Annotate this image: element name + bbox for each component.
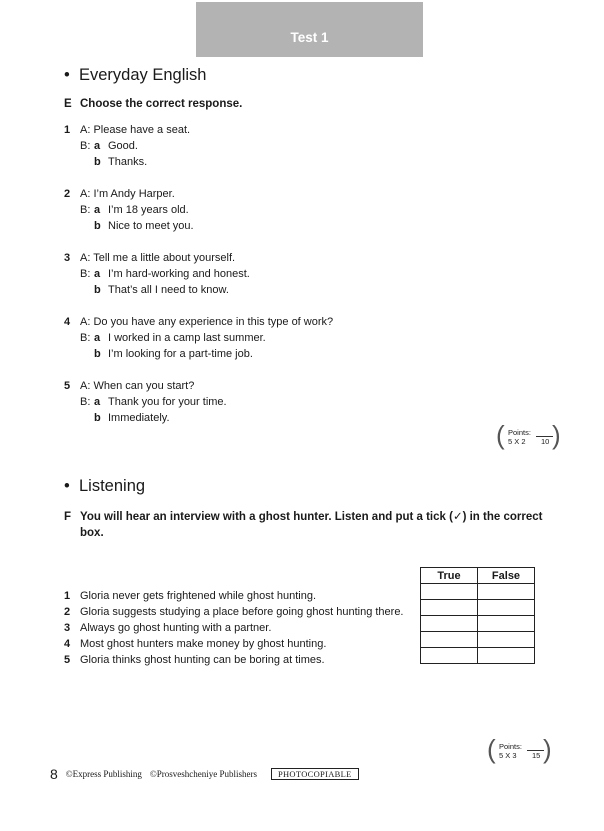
question-prompt: A: When can you start?	[80, 380, 195, 392]
response-prefix: B:	[80, 332, 91, 344]
question-prompt: A: Do you have any experience in this type of work?	[80, 316, 334, 328]
tick-box-true[interactable]	[421, 600, 478, 616]
option-a: I’m hard-working and honest.	[108, 268, 250, 280]
option-letter-a: a	[94, 140, 101, 152]
true-false-table	[420, 567, 535, 664]
left-bracket: (	[496, 420, 505, 450]
photocopiable-label: PHOTOCOPIABLE	[271, 768, 359, 780]
instruction-text-continued: box.	[80, 527, 104, 539]
left-bracket: (	[487, 734, 496, 764]
response-prefix: B:	[80, 268, 91, 280]
option-b: That’s all I need to know.	[108, 284, 229, 296]
option-b: Thanks.	[108, 156, 148, 168]
instruction-f	[64, 509, 574, 541]
response-prefix: B:	[80, 396, 91, 408]
publisher-credit-2: ©Prosveshcheniye Publishers	[149, 769, 257, 779]
option-letter-b: b	[94, 412, 101, 424]
option-letter-a: a	[94, 396, 101, 408]
question-prompt: A: I’m Andy Harper.	[80, 188, 175, 200]
test-title: Test 1	[290, 30, 329, 45]
question-1	[64, 122, 190, 170]
list-item: 2 Gloria suggests studying a place before going ghost hunting there.	[64, 606, 404, 618]
question-number: 1	[64, 124, 71, 136]
table-row	[421, 616, 535, 632]
table-row	[421, 600, 535, 616]
tick-box-true[interactable]	[421, 584, 478, 600]
option-a: I worked in a camp last summer.	[108, 332, 266, 344]
table-row	[421, 632, 535, 648]
option-b: Immediately.	[108, 412, 170, 424]
option-letter-b: b	[94, 348, 101, 360]
question-number: 4	[64, 316, 71, 328]
right-bracket: )	[543, 734, 552, 764]
list-item: 3 Always go ghost hunting with a partner.	[64, 622, 272, 634]
option-letter-a: a	[94, 268, 101, 280]
instruction-text: You will hear an interview with a ghost hunter. Listen and put a tick (✓) in the correct	[80, 511, 543, 523]
tick-box-true[interactable]	[421, 632, 478, 648]
right-bracket: )	[552, 420, 561, 450]
question-3	[64, 250, 250, 298]
publisher-credit-1: ©Express Publishing	[65, 769, 142, 779]
points-label: Points:	[508, 428, 531, 437]
table-row	[421, 648, 535, 664]
option-letter-a: a	[94, 204, 101, 216]
question-number: 3	[64, 252, 71, 264]
list-item: 4 Most ghost hunters make money by ghost hunting.	[64, 638, 327, 650]
bullet-icon: •	[64, 66, 70, 84]
points-calc: 5 X 3	[499, 751, 517, 760]
page-number: 8	[50, 766, 58, 782]
option-letter-a: a	[94, 332, 101, 344]
tick-box-true[interactable]	[421, 616, 478, 632]
test-title-banner	[196, 2, 423, 57]
points-total: 15	[532, 751, 541, 760]
option-a: Thank you for your time.	[108, 396, 227, 408]
instruction-e	[64, 98, 242, 110]
points-label: Points:	[499, 742, 522, 751]
question-4	[64, 314, 333, 362]
section-heading-everyday-english: • Everyday English	[64, 66, 207, 84]
question-prompt: A: Please have a seat.	[80, 124, 191, 136]
option-letter-b: b	[94, 156, 101, 168]
tick-box-true[interactable]	[421, 648, 478, 664]
response-prefix: B:	[80, 204, 91, 216]
question-number: 2	[64, 188, 71, 200]
points-total: 10	[541, 437, 550, 446]
points-box-f	[487, 734, 552, 766]
points-calc: 5 X 2	[508, 437, 526, 446]
response-prefix: B:	[80, 140, 91, 152]
instruction-text: Choose the correct response.	[80, 98, 243, 110]
list-item: 5 Gloria thinks ghost hunting can be boring at times.	[64, 654, 325, 666]
option-b: I’m looking for a part-time job.	[108, 348, 253, 360]
instruction-letter: F	[64, 511, 72, 523]
table-row	[421, 584, 535, 600]
option-letter-b: b	[94, 284, 101, 296]
option-letter-b: b	[94, 220, 101, 232]
list-item: 1 Gloria never gets frightened while ghost hunting.	[64, 590, 317, 602]
question-prompt: A: Tell me a little about yourself.	[80, 252, 236, 264]
section-heading-listening: • Listening	[64, 477, 146, 495]
tick-box-false[interactable]	[478, 616, 535, 632]
statements-list	[64, 588, 404, 668]
question-number: 5	[64, 380, 71, 392]
points-box-e	[496, 420, 561, 452]
column-header-true: True	[421, 568, 478, 584]
question-5	[64, 378, 227, 426]
tick-box-false[interactable]	[478, 648, 535, 664]
page-footer	[50, 766, 359, 782]
tick-box-false[interactable]	[478, 584, 535, 600]
tick-box-false[interactable]	[478, 600, 535, 616]
tick-box-false[interactable]	[478, 632, 535, 648]
option-b: Nice to meet you.	[108, 220, 194, 232]
question-2	[64, 186, 194, 234]
option-a: I’m 18 years old.	[108, 204, 189, 216]
bullet-icon: •	[64, 477, 70, 495]
instruction-letter: E	[64, 98, 72, 110]
column-header-false: False	[478, 568, 535, 584]
option-a: Good.	[108, 140, 138, 152]
